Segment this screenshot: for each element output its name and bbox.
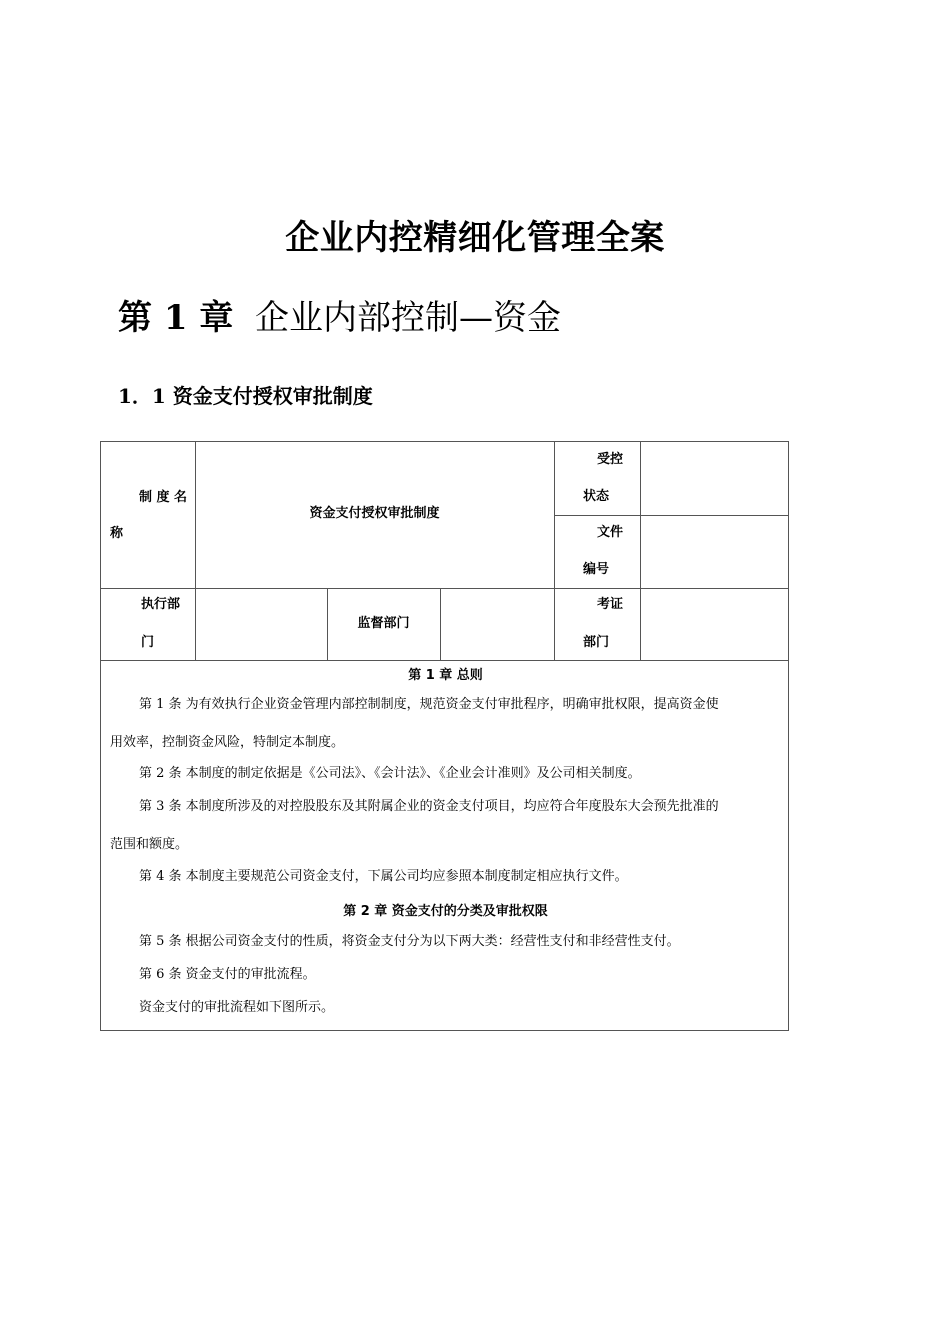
audit-dept-label-line1: 考证 xyxy=(597,597,624,612)
exec-dept-label-line2: 门 xyxy=(141,635,155,650)
grid-line xyxy=(440,588,441,660)
file-number-label-line2: 编号 xyxy=(583,562,610,577)
audit-dept-label-line2: 部门 xyxy=(583,635,610,650)
chapter-1-heading: 第 1 章 总则 xyxy=(408,668,483,683)
policy-name-label-line2: 称 xyxy=(110,526,124,541)
policy-form-table xyxy=(100,441,789,1031)
article-3-line2: 范围和额度。 xyxy=(110,837,189,852)
policy-name-value: 资金支付授权审批制度 xyxy=(309,506,440,521)
grid-line xyxy=(101,588,788,589)
exec-dept-label-line1: 执行部 xyxy=(141,597,181,612)
grid-line xyxy=(195,442,196,660)
article-4: 第 4 条 本制度主要规范公司资金支付，下属公司均应参照本制度制定相应执行文件。 xyxy=(139,869,628,884)
file-number-label-line1: 文件 xyxy=(597,525,624,540)
document-title: 企业内控精细化管理全案 xyxy=(285,218,665,258)
supervise-dept-label: 监督部门 xyxy=(357,616,410,631)
article-6-note: 资金支付的审批流程如下图所示。 xyxy=(139,1000,335,1015)
chapter-number: 第 1 章 xyxy=(118,298,234,338)
section-heading: 1．1 资金支付授权审批制度 xyxy=(118,384,373,408)
grid-line xyxy=(554,442,555,660)
grid-line xyxy=(554,515,788,516)
controlled-status-label-line1: 受控 xyxy=(597,452,624,467)
article-2: 第 2 条 本制度的制定依据是《公司法》、《会计法》、《企业会计准则》及公司相关制度。 xyxy=(139,766,641,781)
article-1-line2: 用效率，控制资金风险，特制定本制度。 xyxy=(110,735,345,750)
chapter-heading xyxy=(118,290,561,339)
policy-name-label-line1: 制 度 名 xyxy=(139,490,188,505)
grid-line xyxy=(640,442,641,660)
article-1-line1: 第 1 条 为有效执行企业资金管理内部控制制度，规范资金支付审批程序，明确审批权限，提高资金使 xyxy=(139,697,719,712)
article-3-line1: 第 3 条 本制度所涉及的对控股股东及其附属企业的资金支付项目，均应符合年度股东大会预先批准的 xyxy=(139,799,719,814)
chapter-title: 企业内部控制—资金 xyxy=(254,298,561,338)
chapter-2-heading: 第 2 章 资金支付的分类及审批权限 xyxy=(343,904,548,919)
article-6: 第 6 条 资金支付的审批流程。 xyxy=(139,967,316,982)
grid-line xyxy=(101,660,788,661)
controlled-status-label-line2: 状态 xyxy=(583,489,610,504)
article-5: 第 5 条 根据公司资金支付的性质，将资金支付分为以下两大类：经营性支付和非经营性支付。 xyxy=(139,934,680,949)
